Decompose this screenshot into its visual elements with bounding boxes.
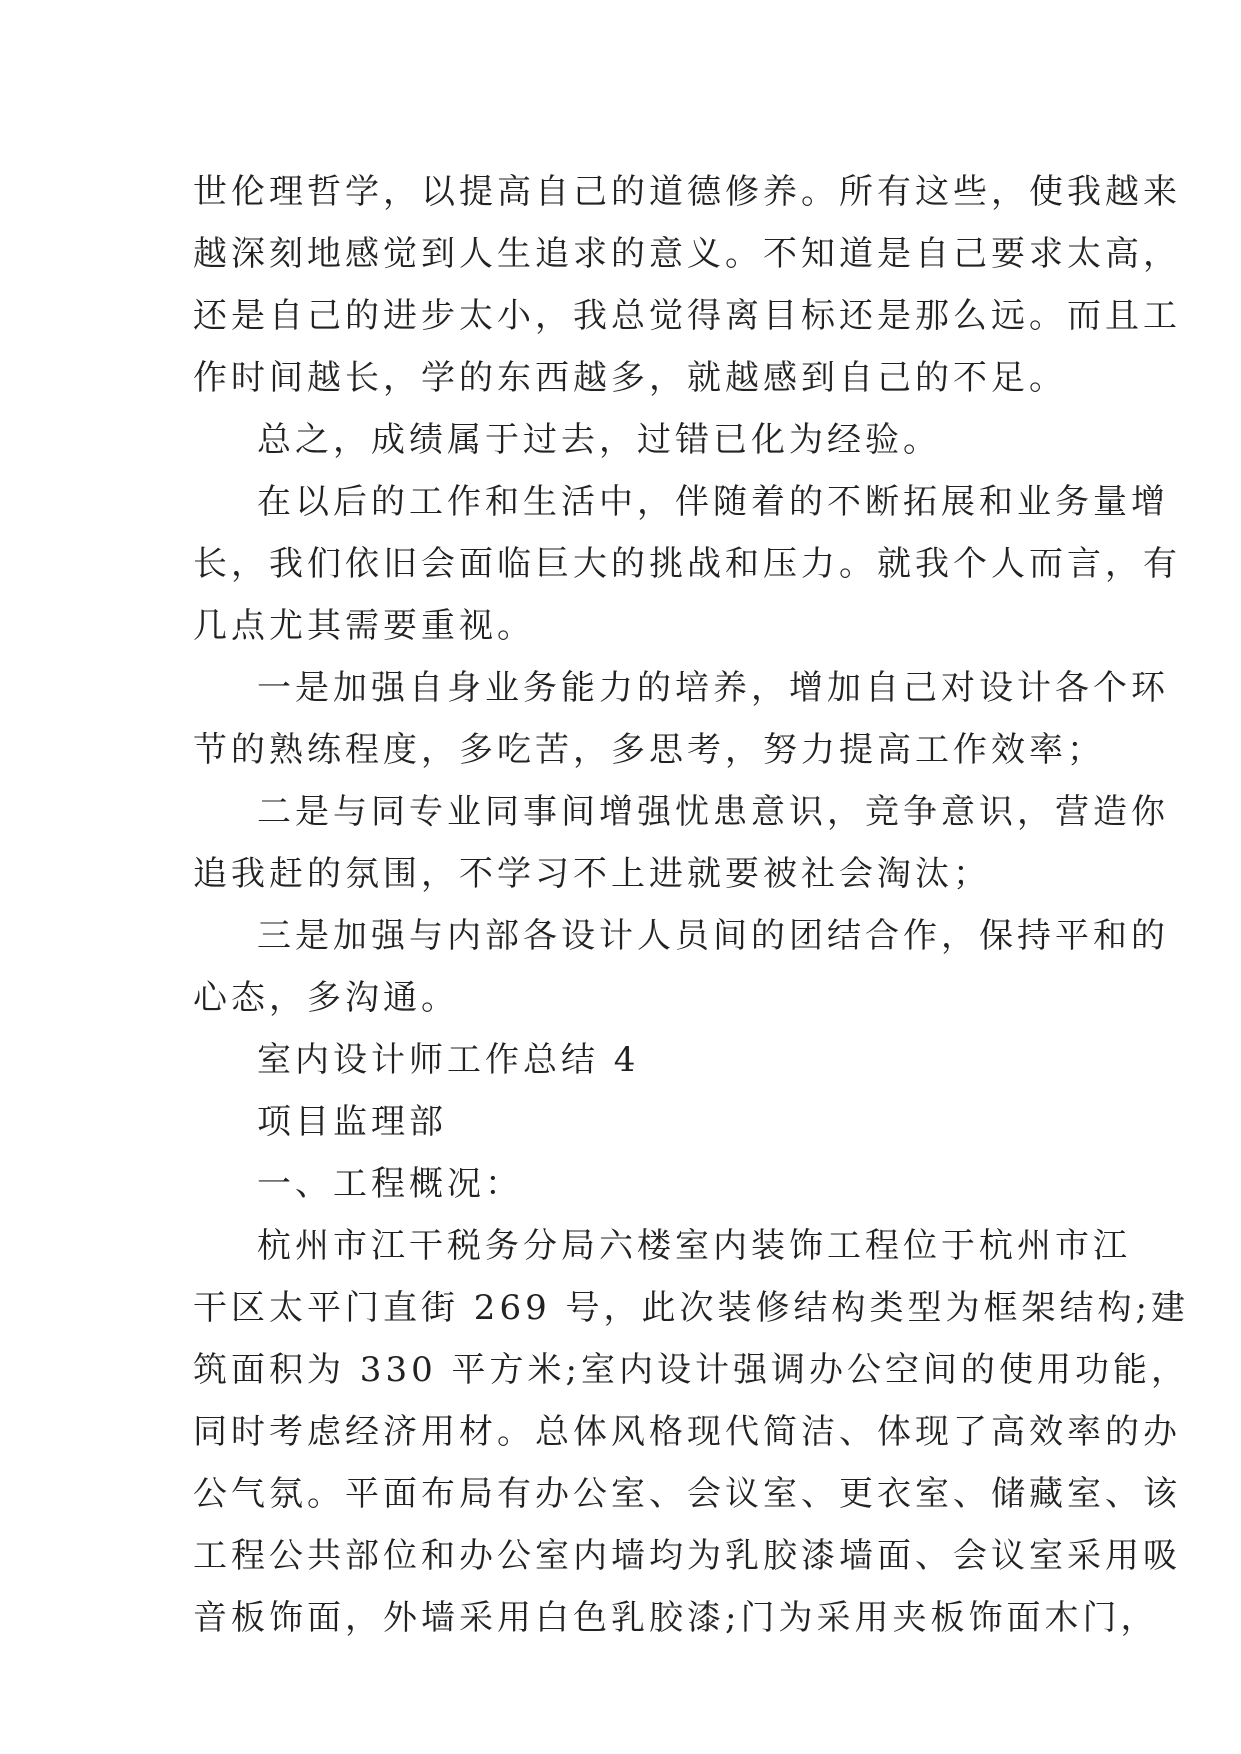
text-line: 节的熟练程度，多吃苦，多思考，努力提高工作效率； (193, 730, 1105, 770)
text-line: 筑面积为 330 平方米;室内设计强调办公空间的使用功能， (193, 1350, 1189, 1390)
text-line: 音板饰面，外墙采用白色乳胶漆;门为采用夹板饰面木门， (193, 1598, 1159, 1638)
text-line: 心态，多沟通。 (193, 978, 459, 1018)
text-line: 越深刻地感觉到人生追求的意义。不知道是自己要求太高， (193, 234, 1181, 274)
text-line: 还是自己的进步太小，我总觉得离目标还是那么远。而且工 (193, 296, 1181, 336)
document-body (193, 161, 1189, 1649)
text-line: 三是加强与内部各设计人员间的团结合作，保持平和的 (257, 916, 1169, 956)
section-heading: 室内设计师工作总结 4 (257, 1040, 640, 1080)
text-line: 追我赶的氛围，不学习不上进就要被社会淘汰； (193, 854, 991, 894)
department-heading: 项目监理部 (257, 1102, 447, 1142)
text-line: 长，我们依旧会面临巨大的挑战和压力。就我个人而言，有 (193, 544, 1181, 584)
text-line: 二是与同专业同事间增强忧患意识，竞争意识，营造你 (257, 792, 1169, 832)
text-line: 一是加强自身业务能力的培养，增加自己对设计各个环 (257, 668, 1169, 708)
text-line: 同时考虑经济用材。总体风格现代简洁、体现了高效率的办 (193, 1412, 1181, 1452)
text-line: 总之，成绩属于过去，过错已化为经验。 (257, 420, 941, 460)
text-line: 公气氛。平面布局有办公室、会议室、更衣室、储藏室、该 (193, 1474, 1181, 1514)
subsection-heading: 一、工程概况： (257, 1164, 523, 1204)
text-line: 工程公共部位和办公室内墙均为乳胶漆墙面、会议室采用吸 (193, 1536, 1181, 1576)
text-line: 杭州市江干税务分局六楼室内装饰工程位于杭州市江 (257, 1226, 1131, 1266)
text-line: 世伦理哲学，以提高自己的道德修养。所有这些，使我越来 (193, 172, 1181, 212)
text-line: 几点尤其需要重视。 (193, 606, 535, 646)
text-line: 干区太平门直街 269 号，此次装修结构类型为框架结构;建 (193, 1288, 1189, 1328)
text-line: 在以后的工作和生活中，伴随着的不断拓展和业务量增 (257, 482, 1169, 522)
text-line: 作时间越长，学的东西越多，就越感到自己的不足。 (193, 358, 1067, 398)
